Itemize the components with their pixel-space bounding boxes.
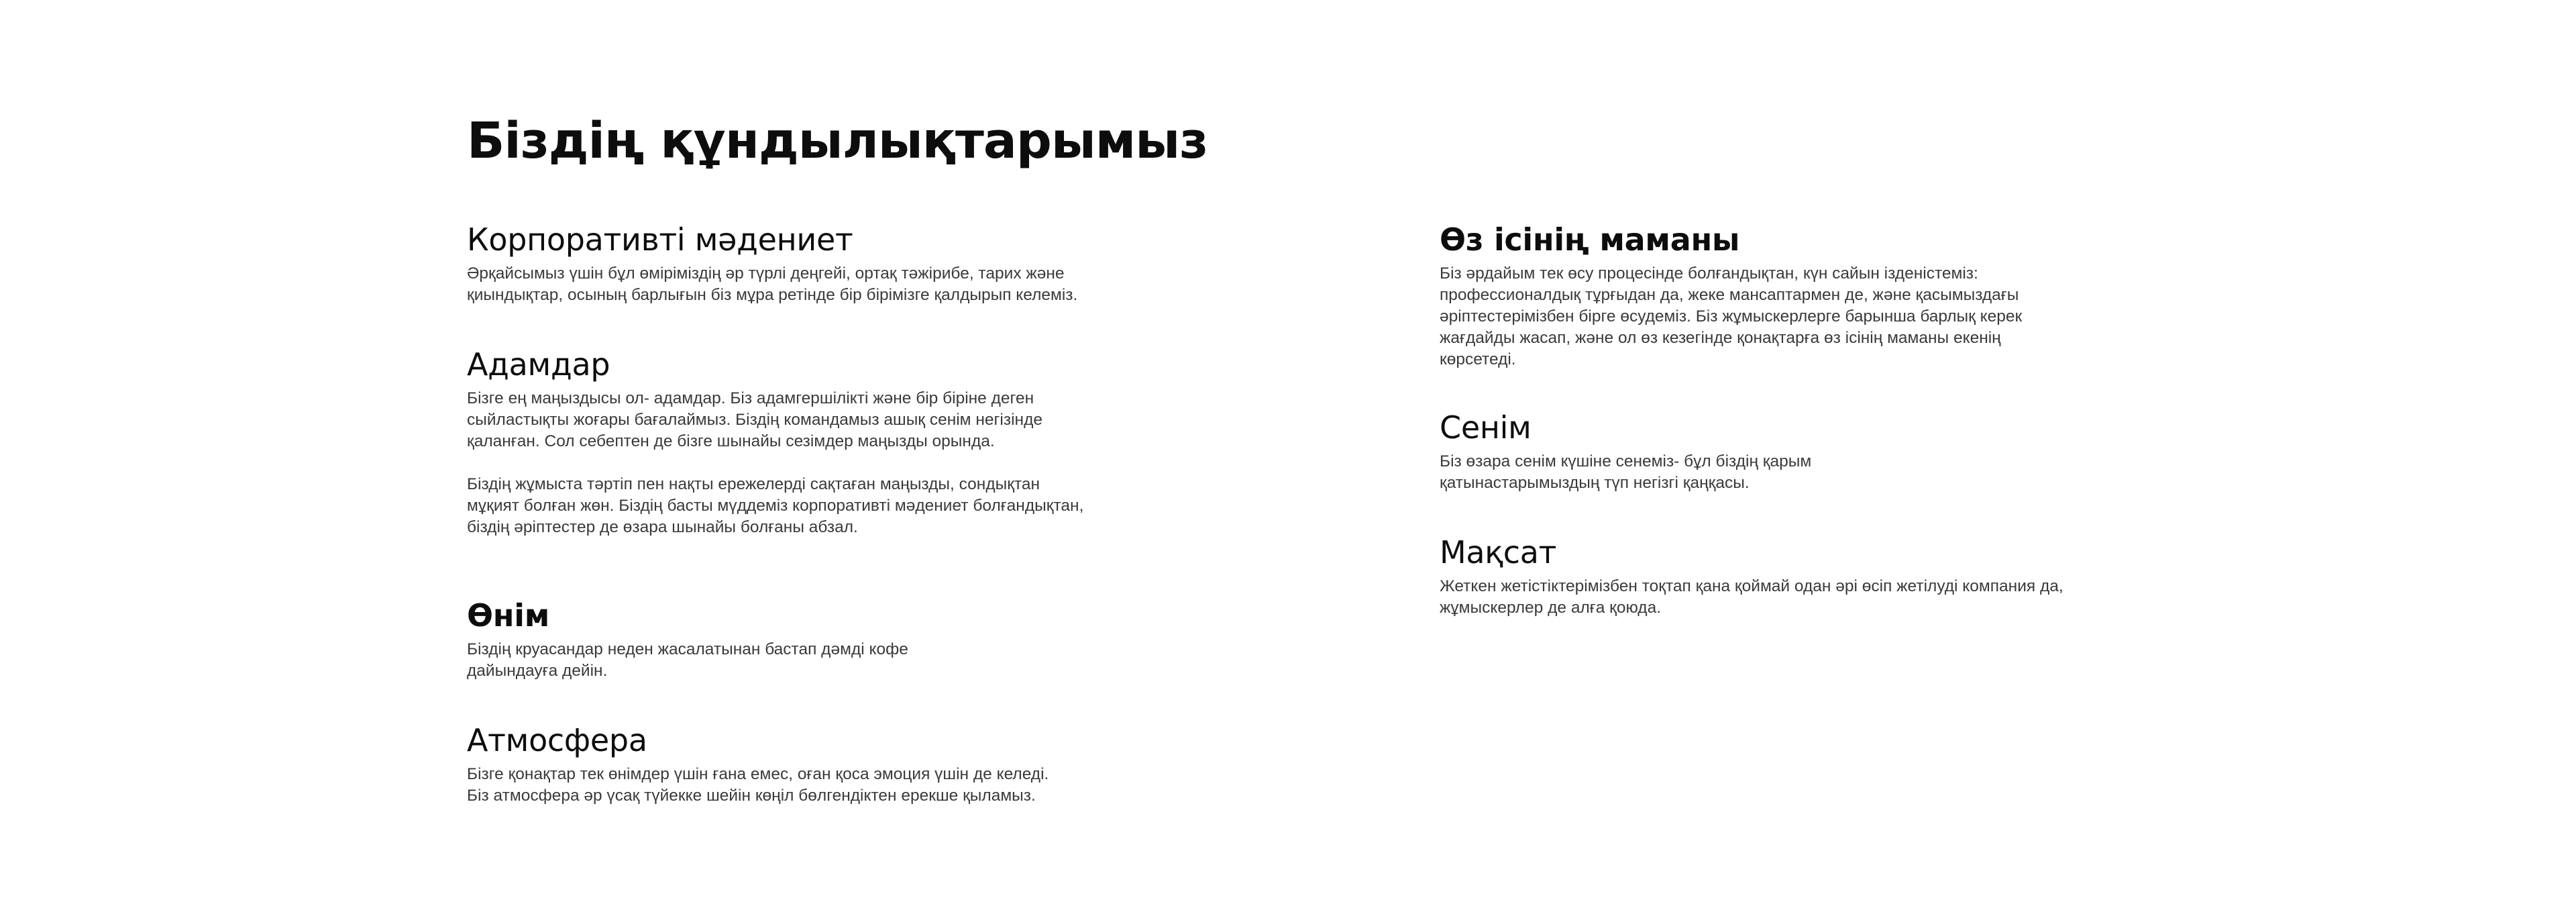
value-goal bbox=[1440, 532, 2178, 619]
text-line: жұмыскерлер де алға қоюда. bbox=[1440, 599, 1662, 617]
text-line: Біз әрдайым тек өсу процесінде болғандықтан, күн сайын ізденістеміз: bbox=[1440, 264, 1978, 283]
text-line: Жеткен жетістіктерімізбен тоқтап қана қоймай одан әрі өсіп жетілуді компания да, bbox=[1440, 577, 2063, 595]
section-text bbox=[1440, 451, 2178, 494]
text-line: Біздің круасандар неден жасалатынан бастап дәмді кофе bbox=[467, 640, 908, 658]
section-text bbox=[467, 764, 1205, 807]
section-title: Өнім bbox=[467, 597, 550, 634]
section-title: Корпоративті мәдениет bbox=[467, 221, 853, 258]
text-line: әріптестерімізбен бірге өсудеміз. Біз жұмыскерлерге барынша барлық керек bbox=[1440, 307, 2023, 325]
text-line: дайындауға дейін. bbox=[467, 662, 608, 680]
section-title: Атмосфера bbox=[467, 722, 647, 758]
text-line: қатынастарымыздың түп негізгі қаңқасы. bbox=[1440, 474, 1750, 492]
value-corporate-culture bbox=[467, 219, 1205, 306]
section-text bbox=[467, 474, 1205, 538]
text-line: қаланған. Сол себептен де бізге шынайы сезімдер маңызды орында. bbox=[467, 432, 995, 450]
text-line: қиындықтар, осының барлығын біз мұра ретінде бір бірімізге қалдырып келеміз. bbox=[467, 286, 1078, 304]
value-atmosphere bbox=[467, 719, 1205, 807]
page-title: Біздің құндылықтарымыз bbox=[467, 112, 1208, 170]
text-line: Әрқайсымыз үшін бұл өміріміздің әр түрлі деңгейі, ортақ тәжірибе, тарих және bbox=[467, 264, 1065, 283]
text-line: профессионалдық тұрғыдан да, жеке мансаптармен де, және қасымыздағы bbox=[1440, 286, 2019, 304]
text-line: біздің әріптестер де өзара шынайы болғаны абзал. bbox=[467, 518, 858, 536]
section-title: Өз ісінің маманы bbox=[1440, 221, 1740, 258]
text-line: сыйластықты жоғары бағалаймыз. Біздің командамыз ашық сенім негізінде bbox=[467, 411, 1042, 429]
value-professionalism bbox=[1440, 219, 2178, 370]
text-line: мұқият болған жөн. Біздің басты мүддеміз корпоративті мәдениет болғандықтан, bbox=[467, 497, 1084, 515]
value-product bbox=[467, 595, 1205, 682]
section-title: Адамдар bbox=[467, 346, 610, 383]
value-people bbox=[467, 344, 1205, 538]
section-title: Мақсат bbox=[1440, 534, 1557, 570]
section-text bbox=[467, 639, 1205, 682]
text-line: көрсетеді. bbox=[1440, 350, 1516, 368]
section-text bbox=[467, 263, 1205, 306]
section-title: Сенім bbox=[1440, 409, 1532, 446]
section-text bbox=[1440, 576, 2178, 619]
section-text bbox=[1440, 263, 2178, 370]
value-trust bbox=[1440, 407, 2178, 494]
text-line: жағдайды жасап, және ол өз кезегінде қонақтарға өз ісінің маманы екенің bbox=[1440, 329, 2001, 347]
section-text bbox=[467, 388, 1205, 452]
text-line: Бізге ең маңыздысы ол- адамдар. Біз адамгершілікті және бір біріне деген bbox=[467, 389, 1034, 407]
text-line: Біз өзара сенім күшіне сенеміз- бұл біздің қарым bbox=[1440, 452, 1812, 470]
text-line: Біздің жұмыста тәртіп пен нақты ережелерді сақтаған маңызды, сондықтан bbox=[467, 475, 1040, 493]
text-line: Бізге қонақтар тек өнімдер үшін ғана емес, оған қоса эмоция үшін де келеді. bbox=[467, 765, 1049, 783]
text-line: Біз атмосфера әр үсақ түйекке шейін көңіл бөлгендіктен ерекше қыламыз. bbox=[467, 787, 1036, 805]
